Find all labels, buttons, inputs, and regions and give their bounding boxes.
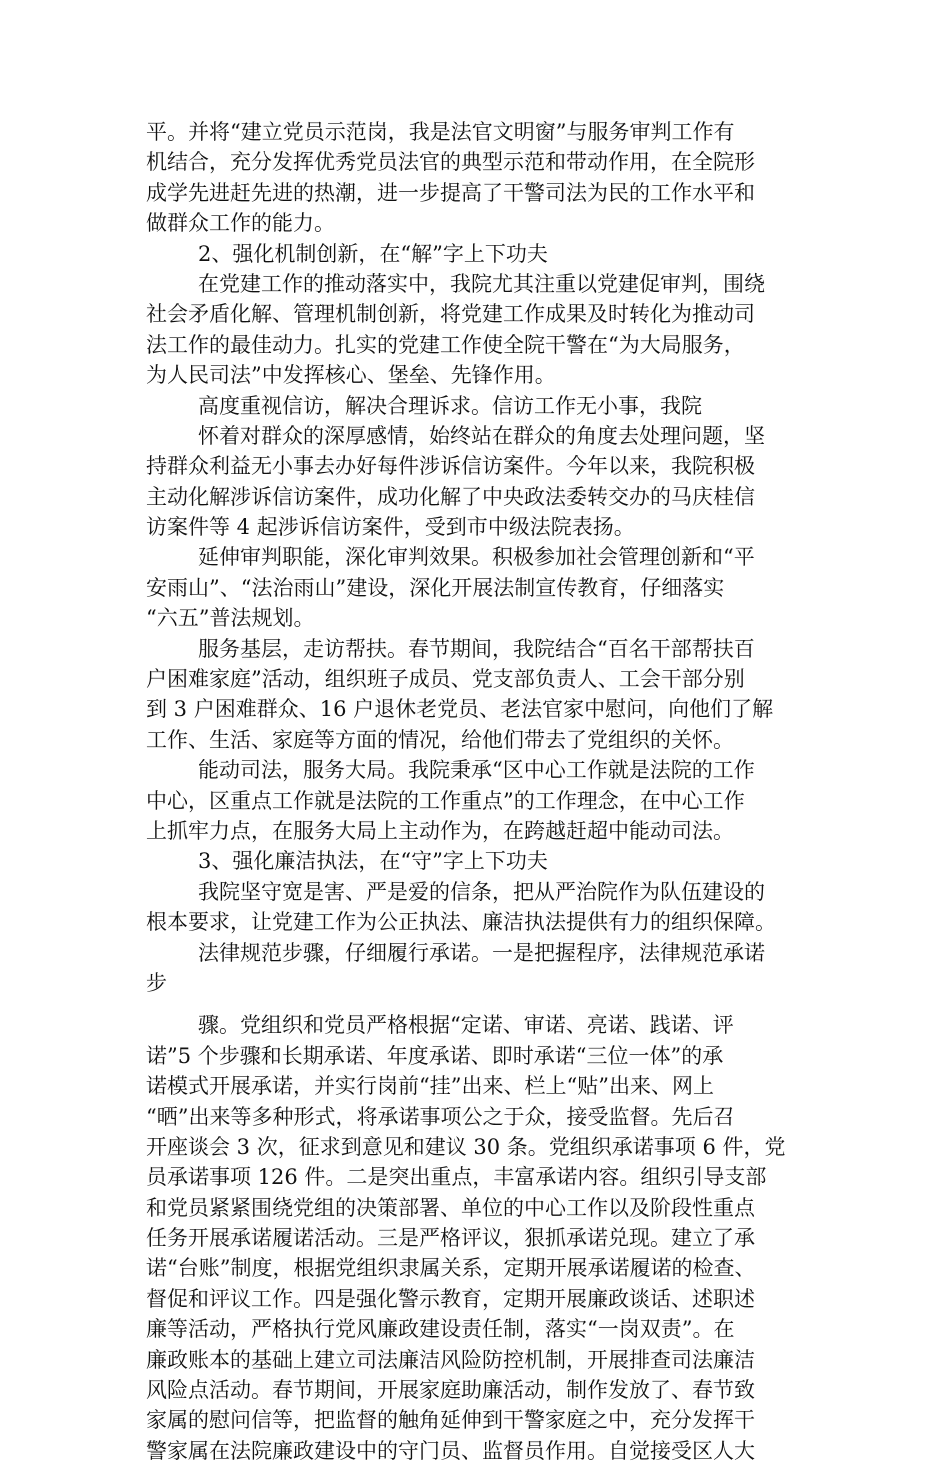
text-line: 社会矛盾化解、管理机制创新，将党建工作成果及时转化为推动司 — [146, 302, 755, 327]
text-line: 我院坚守宽是害、严是爱的信条，把从严治院作为队伍建设的 — [198, 879, 765, 904]
text-line: 诺模式开展承诺，并实行岗前“挂”出来、栏上“贴”出来、网上 — [146, 1074, 714, 1099]
text-line: 安雨山”、“法治雨山”建设，深化开展法制宣传教育，仔细落实 — [146, 575, 725, 600]
text-line: 做群众工作的能力。 — [146, 211, 335, 236]
text-line: 到 3 户困难群众、16 户退休老党员、老法官家中慰问，向他们了解 — [146, 697, 774, 722]
text-line: 员承诺事项 126 件。二是突出重点，丰富承诺内容。组织引导支部 — [146, 1165, 767, 1190]
text-line: 法工作的最佳动力。扎实的党建工作使全院干警在“为大局服务， — [146, 332, 745, 357]
text-line: 能动司法，服务大局。我院秉承“区中心工作就是法院的工作 — [198, 758, 755, 783]
text-line: 成学先进赶先进的热潮，进一步提高了干警司法为民的工作水平和 — [146, 180, 755, 205]
text-line: 上抓牢力点，在服务大局上主动作为，在跨越赶超中能动司法。 — [146, 818, 734, 843]
text-line: 骤。党组织和党员严格根据“定诺、审诺、亮诺、践诺、评 — [198, 1013, 734, 1038]
text-line: 延伸审判职能，深化审判效果。积极参加社会管理创新和“平 — [198, 545, 755, 570]
text-line: 中心，区重点工作就是法院的工作重点”的工作理念，在中心工作 — [146, 788, 745, 813]
text-line: 2、强化机制创新，在“解”字上下功夫 — [198, 241, 548, 266]
text-line: 为人民司法”中发挥核心、堡垒、先锋作用。 — [146, 363, 556, 388]
text-line: 平。并将“建立党员示范岗，我是法官文明窗”与服务审判工作有 — [146, 120, 735, 144]
text-line: 主动化解涉诉信访案件，成功化解了中央政法委转交办的马庆桂信 — [146, 484, 755, 509]
text-line: 诺”5 个步骤和长期承诺、年度承诺、即时承诺“三位一体”的承 — [146, 1043, 724, 1068]
text-line: “六五”普法规划。 — [146, 606, 315, 631]
text-line: 法律规范步骤，仔细履行承诺。一是把握程序，法律规范承诺 — [198, 940, 765, 965]
text-line: 高度重视信访，解决合理诉求。信访工作无小事，我院 — [198, 393, 702, 418]
text-line: 持群众利益无小事去办好每件涉诉信访案件。今年以来，我院积极 — [146, 454, 755, 479]
text-line: 督促和评议工作。四是强化警示教育，定期开展廉政谈话、述职述 — [146, 1286, 755, 1311]
text-line: 机结合，充分发挥优秀党员法官的典型示范和带动作用，在全院形 — [146, 150, 755, 175]
text-line: 怀着对群众的深厚感情，始终站在群众的角度去处理问题，坚 — [198, 423, 765, 448]
text-line: 根本要求，让党建工作为公正执法、廉洁执法提供有力的组织保障。 — [146, 910, 776, 935]
text-line: 步 — [146, 970, 167, 995]
text-line: 服务基层，走访帮扶。春节期间，我院结合“百名干部帮扶百 — [198, 636, 755, 661]
text-line: 工作、生活、家庭等方面的情况，给他们带去了党组织的关怀。 — [146, 727, 734, 752]
text-line: “晒”出来等多种形式，将承诺事项公之于众，接受监督。先后召 — [146, 1104, 735, 1129]
text-line: 访案件等 4 起涉诉信访案件，受到市中级法院表扬。 — [146, 515, 635, 540]
text-line: 诺“台账”制度，根据党组织隶属关系，定期开展承诺履诺的检查、 — [146, 1256, 756, 1281]
text-line: 任务开展承诺履诺活动。三是严格评议，狠抓承诺兑现。建立了承 — [146, 1226, 755, 1251]
text-line: 在党建工作的推动落实中，我院尤其注重以党建促审判，围绕 — [198, 271, 765, 296]
text-line: 3、强化廉洁执法，在“守”字上下功夫 — [198, 849, 548, 874]
text-line: 警家属在法院廉政建设中的守门员、监督员作用。自觉接受区人大 — [146, 1438, 755, 1463]
text-line: 开座谈会 3 次，征求到意见和建议 30 条。党组织承诺事项 6 件，党 — [146, 1134, 786, 1159]
paragraph-gap — [146, 998, 816, 1010]
document-body — [146, 117, 816, 1466]
text-line: 廉政账本的基础上建立司法廉洁风险防控机制，开展排查司法廉洁 — [146, 1347, 755, 1372]
text-line: 和党员紧紧围绕党组的决策部署、单位的中心工作以及阶段性重点 — [146, 1195, 755, 1220]
text-line: 风险点活动。春节期间，开展家庭助廉活动，制作发放了、春节致 — [146, 1378, 755, 1403]
text-line: 家属的慰问信等，把监督的触角延伸到干警家庭之中，充分发挥干 — [146, 1408, 755, 1433]
text-line: 户困难家庭”活动，组织班子成员、党支部负责人、工会干部分别 — [146, 667, 745, 692]
text-line: 廉等活动，严格执行党风廉政建设责任制，落实“一岗双责”。在 — [146, 1317, 735, 1342]
